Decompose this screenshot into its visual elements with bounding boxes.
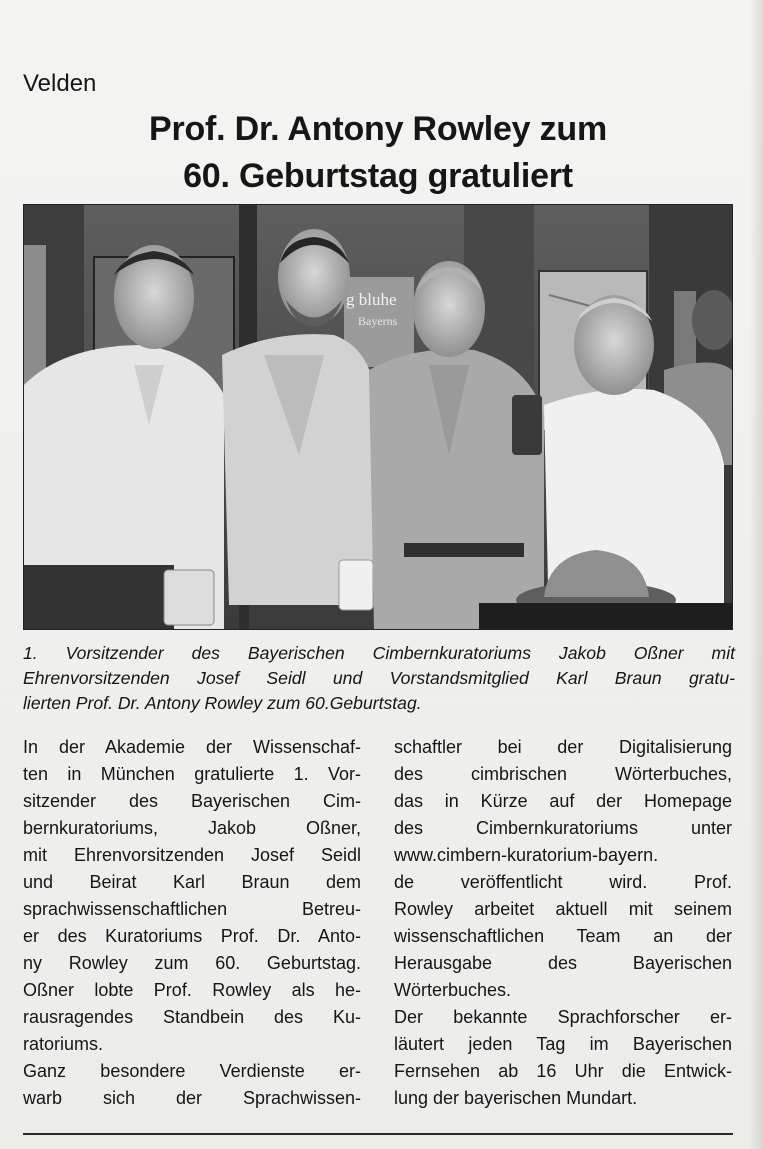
caption-line: Ehrenvorsitzenden Josef Seidl und Vorstandsmitglied Karl Braun gratu- — [23, 668, 735, 688]
body-line: Oßner lobte Prof. Rowley als he- — [23, 980, 361, 1000]
poster-text-2: Bayerns — [358, 314, 398, 328]
body-line: des cimbrischen Wörterbuches, — [394, 764, 732, 784]
body-line: Der bekannte Sprachforscher er- — [394, 1007, 732, 1027]
body-line: Wörterbuches. — [394, 980, 512, 1000]
body-line: Rowley arbeitet aktuell mit seinem — [394, 899, 732, 919]
headline-line-1: Prof. Dr. Antony Rowley zum — [148, 110, 608, 148]
body-line: und Beirat Karl Braun dem — [23, 872, 361, 892]
body-column-2 — [394, 734, 732, 1112]
page-edge-shadow — [749, 0, 763, 1149]
body-line: warb sich der Sprachwissen- — [23, 1088, 361, 1108]
headline-line-2: 60. Geburtstag gratuliert — [183, 157, 573, 195]
photo-caption — [23, 641, 735, 716]
body-line: In der Akademie der Wissenschaf- — [23, 737, 361, 757]
body-line: Fernsehen ab 16 Uhr die Entwick- — [394, 1061, 732, 1081]
body-line: Ganz besondere Verdienste er- — [23, 1061, 361, 1081]
body-line: Herausgabe des Bayerischen — [394, 953, 732, 973]
caption-line: 1. Vorsitzender des Bayerischen Cimbernkuratoriums Jakob Oßner mit — [23, 643, 735, 663]
body-line: sitzender des Bayerischen Cim- — [23, 791, 361, 811]
body-line: lung der bayerischen Mundart. — [394, 1088, 638, 1108]
location-kicker: Velden — [23, 70, 97, 97]
body-line: ny Rowley zum 60. Geburtstag. — [23, 953, 361, 973]
body-line: wissenschaftlichen Team an der — [394, 926, 732, 946]
group-photo — [23, 204, 733, 630]
body-line: sprachwissenschaftlichen Betreu- — [23, 899, 361, 919]
body-line: de veröffentlicht wird. Prof. — [394, 872, 732, 892]
body-line: er des Kuratoriums Prof. Dr. Anto- — [23, 926, 361, 946]
poster-text-1: g bluhe — [346, 290, 397, 309]
headline — [24, 106, 732, 200]
body-line: schaftler bei der Digitalisierung — [394, 737, 732, 757]
body-line: ten in München gratulierte 1. Vor- — [23, 764, 361, 784]
caption-line: lierten Prof. Dr. Antony Rowley zum 60.Geburtstag. — [23, 693, 422, 713]
body-line: das in Kürze auf der Homepage — [394, 791, 732, 811]
body-line: ratoriums. — [23, 1034, 104, 1054]
bottom-rule — [23, 1133, 733, 1135]
body-line: des Cimbernkuratoriums unter — [394, 818, 732, 838]
body-column-1 — [23, 734, 361, 1112]
body-line: bernkuratoriums, Jakob Oßner, — [23, 818, 361, 838]
body-line: rausragendes Standbein des Ku- — [23, 1007, 361, 1027]
body-line: läutert jeden Tag im Bayerischen — [394, 1034, 732, 1054]
body-line: www.cimbern-kuratorium-bayern. — [394, 845, 659, 865]
body-line: mit Ehrenvorsitzenden Josef Seidl — [23, 845, 361, 865]
